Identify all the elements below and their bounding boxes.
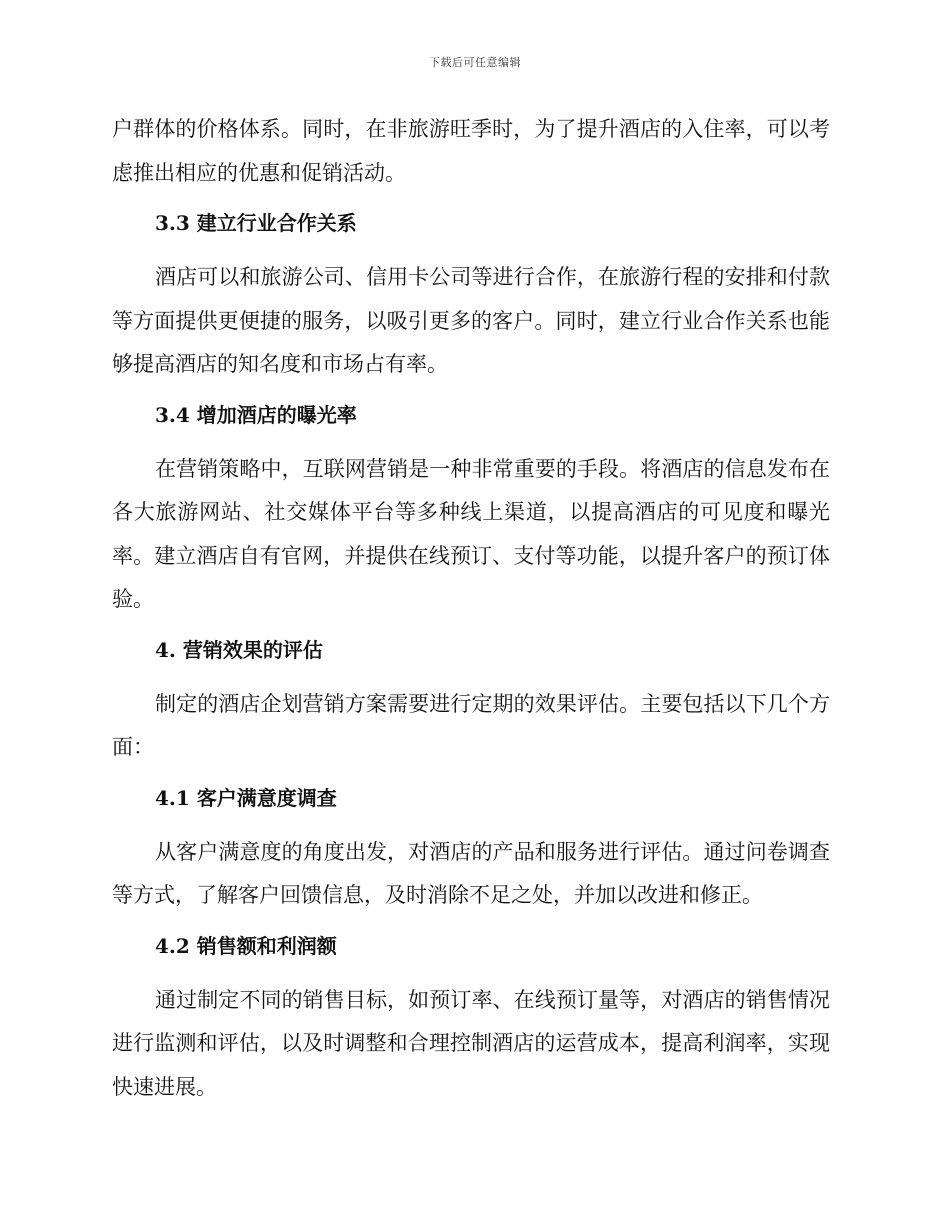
paragraph-3-3: 酒店可以和旅游公司、信用卡公司等进行合作，在旅游行程的安排和付款等方面提供更便捷的服务，以吸引更多的客户。同时，建立行业合作关系也能够提高酒店的知名度和市场占有率。: [112, 265, 830, 376]
paragraph-4-2: 通过制定不同的销售目标，如预订率、在线预订量等，对酒店的销售情况进行监测和评估，以及时调整和合理控制酒店的运营成本，提高利润率，实现快速进展。: [112, 987, 830, 1099]
paragraph-4: 制定的酒店企划营销方案需要进行定期的效果评估。主要包括以下几个方面：: [112, 691, 830, 759]
paragraph-continued: 户群体的价格体系。同时，在非旅游旺季时，为了提升酒店的入住率，可以考虑推出相应的优惠和促销活动。: [112, 117, 830, 185]
heading-4: 4. 营销效果的评估: [155, 637, 323, 662]
paragraph-3-4: 在营销策略中，互联网营销是一种非常重要的手段。将酒店的信息发布在各大旅游网站、社交媒体平台等多种线上渠道，以提高酒店的可见度和曝光率。建立酒店自有官网，并提供在线预订、支付等功能，以提升客户的预订体验。: [112, 456, 830, 611]
document-body: [112, 108, 830, 1118]
heading-4-1: 4.1 客户满意度调查: [155, 785, 337, 810]
heading-3-4: 3.4 增加酒店的曝光率: [155, 402, 357, 427]
page-header: 下载后可任意编辑: [429, 56, 521, 69]
heading-3-3: 3.3 建立行业合作关系: [155, 211, 357, 235]
heading-4-2: 4.2 销售额和利润额: [155, 933, 337, 958]
paragraph-4-1: 从客户满意度的角度出发，对酒店的产品和服务进行评估。通过问卷调查等方式，了解客户回馈信息，及时消除不足之处，并加以改进和修正。: [112, 839, 830, 907]
